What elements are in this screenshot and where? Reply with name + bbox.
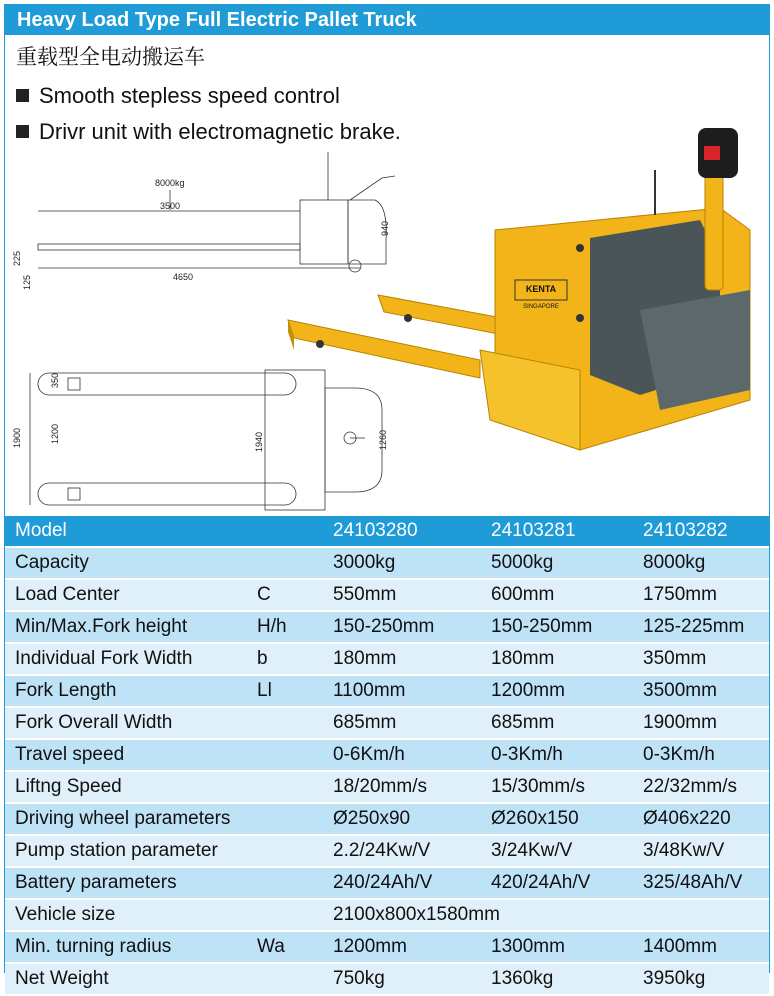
spec-table [5,516,769,996]
table-cell: Individual Fork Width [5,643,247,675]
table-cell: Driving wheel parameters [5,803,247,835]
table-cell: 1750mm [633,579,769,611]
table-row [5,835,769,867]
table-cell: 3/48Kw/V [633,835,769,867]
table-cell: 15/30mm/s [481,771,633,803]
body-bolt [576,244,584,252]
table-cell [247,547,323,579]
table-cell: 1900mm [633,707,769,739]
table-cell: 3950kg [633,963,769,995]
overall-length-label: 4650 [173,272,194,282]
table-cell: Fork Overall Width [5,707,247,739]
page-title: Heavy Load Type Full Electric Pallet Truck [5,5,769,35]
table-cell [247,707,323,739]
fork-height-label: 225 [12,250,22,266]
chinese-subtitle: 重载型全电动搬运车 [16,45,205,69]
table-cell: 420/24Ah/V [481,867,633,899]
table-row [5,899,769,931]
table-cell: Ø406x220 [633,803,769,835]
table-cell: 3000kg [323,547,481,579]
table-cell: Net Weight [5,963,247,995]
table-cell: Capacity [5,547,247,579]
table-row [5,547,769,579]
table-cell [247,963,323,995]
width-1260-label: 1260 [378,429,388,450]
table-cell: 0-6Km/h [323,739,481,771]
fork-wheel [316,340,324,348]
header-cell [247,516,323,547]
table-cell: 180mm [323,643,481,675]
table-cell: Fork Length [5,675,247,707]
table-cell [247,803,323,835]
fork-length-label: 3500 [160,201,181,211]
brand-name: KENTA [525,284,557,294]
table-cell: 3500mm [633,675,769,707]
table-cell: Load Center [5,579,247,611]
fork-wheel [404,314,412,322]
table-header-row [5,516,769,547]
header-cell: Model [5,516,247,547]
table-cell: 180mm [481,643,633,675]
feature-item [16,83,340,109]
table-cell: C [247,579,323,611]
table-row [5,771,769,803]
table-cell: H/h [247,611,323,643]
table-row [5,643,769,675]
truck-photo [280,120,770,470]
width-1200-label: 1200 [50,423,60,444]
load-label: 8000kg [155,178,185,188]
table-cell [247,835,323,867]
table-cell: 0-3Km/h [481,739,633,771]
table-cell: b [247,643,323,675]
table-cell: Ø250x90 [323,803,481,835]
fork-left [288,320,480,378]
table-row [5,803,769,835]
table-cell: 325/48Ah/V [633,867,769,899]
table-cell: 600mm [481,579,633,611]
brand-sub: SINGAPORE [523,304,559,310]
table-cell: Ll [247,675,323,707]
table-cell: 2.2/24Kw/V [323,835,481,867]
tiller-arm [705,170,723,290]
table-row [5,963,769,995]
bullet-square-icon [16,89,29,102]
roller-upper [68,378,80,390]
table-cell: Travel speed [5,739,247,771]
table-cell [247,739,323,771]
table-cell: Wa [247,931,323,963]
table-cell: 1200mm [481,675,633,707]
table-row [5,931,769,963]
table-row [5,739,769,771]
table-row [5,611,769,643]
table-cell: 1300mm [481,931,633,963]
table-cell: 0-3Km/h [633,739,769,771]
table-cell: Liftng Speed [5,771,247,803]
table-cell: 685mm [481,707,633,739]
table-cell: 1100mm [323,675,481,707]
feature-text: Smooth stepless speed control [39,83,340,108]
header-cell: 24103281 [481,516,633,547]
table-row [5,675,769,707]
table-cell: 18/20mm/s [323,771,481,803]
table-cell: 1360kg [481,963,633,995]
table-cell: 22/32mm/s [633,771,769,803]
table-cell: 125-225mm [633,611,769,643]
table-cell: 550mm [323,579,481,611]
table-cell: Min. turning radius [5,931,247,963]
width-1940-label: 1940 [254,431,264,452]
table-cell-span: 2100x800x1580mm [323,899,769,931]
roller-lower [68,488,80,500]
header-cell: 24103282 [633,516,769,547]
table-cell [247,899,323,931]
table-cell: Ø260x150 [481,803,633,835]
table-row [5,579,769,611]
table-cell: 1400mm [633,931,769,963]
table-cell: 350mm [633,643,769,675]
fork-side [38,244,300,250]
feature-text: Drivr unit with electromagnetic brake. [39,119,401,144]
width-350-label: 350 [50,372,60,388]
fork-low-label: 125 [22,274,32,290]
table-cell: 685mm [323,707,481,739]
bullet-square-icon [16,125,29,138]
table-cell: Pump station parameter [5,835,247,867]
width-1900-label: 1900 [12,427,22,448]
height-label: 940 [380,220,390,236]
table-cell: 150-250mm [481,611,633,643]
table-cell: 5000kg [481,547,633,579]
table-cell: 750kg [323,963,481,995]
body-bolt [576,314,584,322]
side-panel [640,290,750,410]
table-cell [247,867,323,899]
table-cell: Vehicle size [5,899,247,931]
emergency-button[interactable] [704,146,720,160]
table-row [5,707,769,739]
table-row [5,867,769,899]
table-cell: Battery parameters [5,867,247,899]
table-cell: 1200mm [323,931,481,963]
table-cell: Min/Max.Fork height [5,611,247,643]
fork-top-lower [38,483,296,505]
fork-top-upper [38,373,296,395]
table-cell: 3/24Kw/V [481,835,633,867]
table-cell: 240/24Ah/V [323,867,481,899]
table-cell [247,771,323,803]
table-cell: 8000kg [633,547,769,579]
table-cell: 150-250mm [323,611,481,643]
header-cell: 24103280 [323,516,481,547]
